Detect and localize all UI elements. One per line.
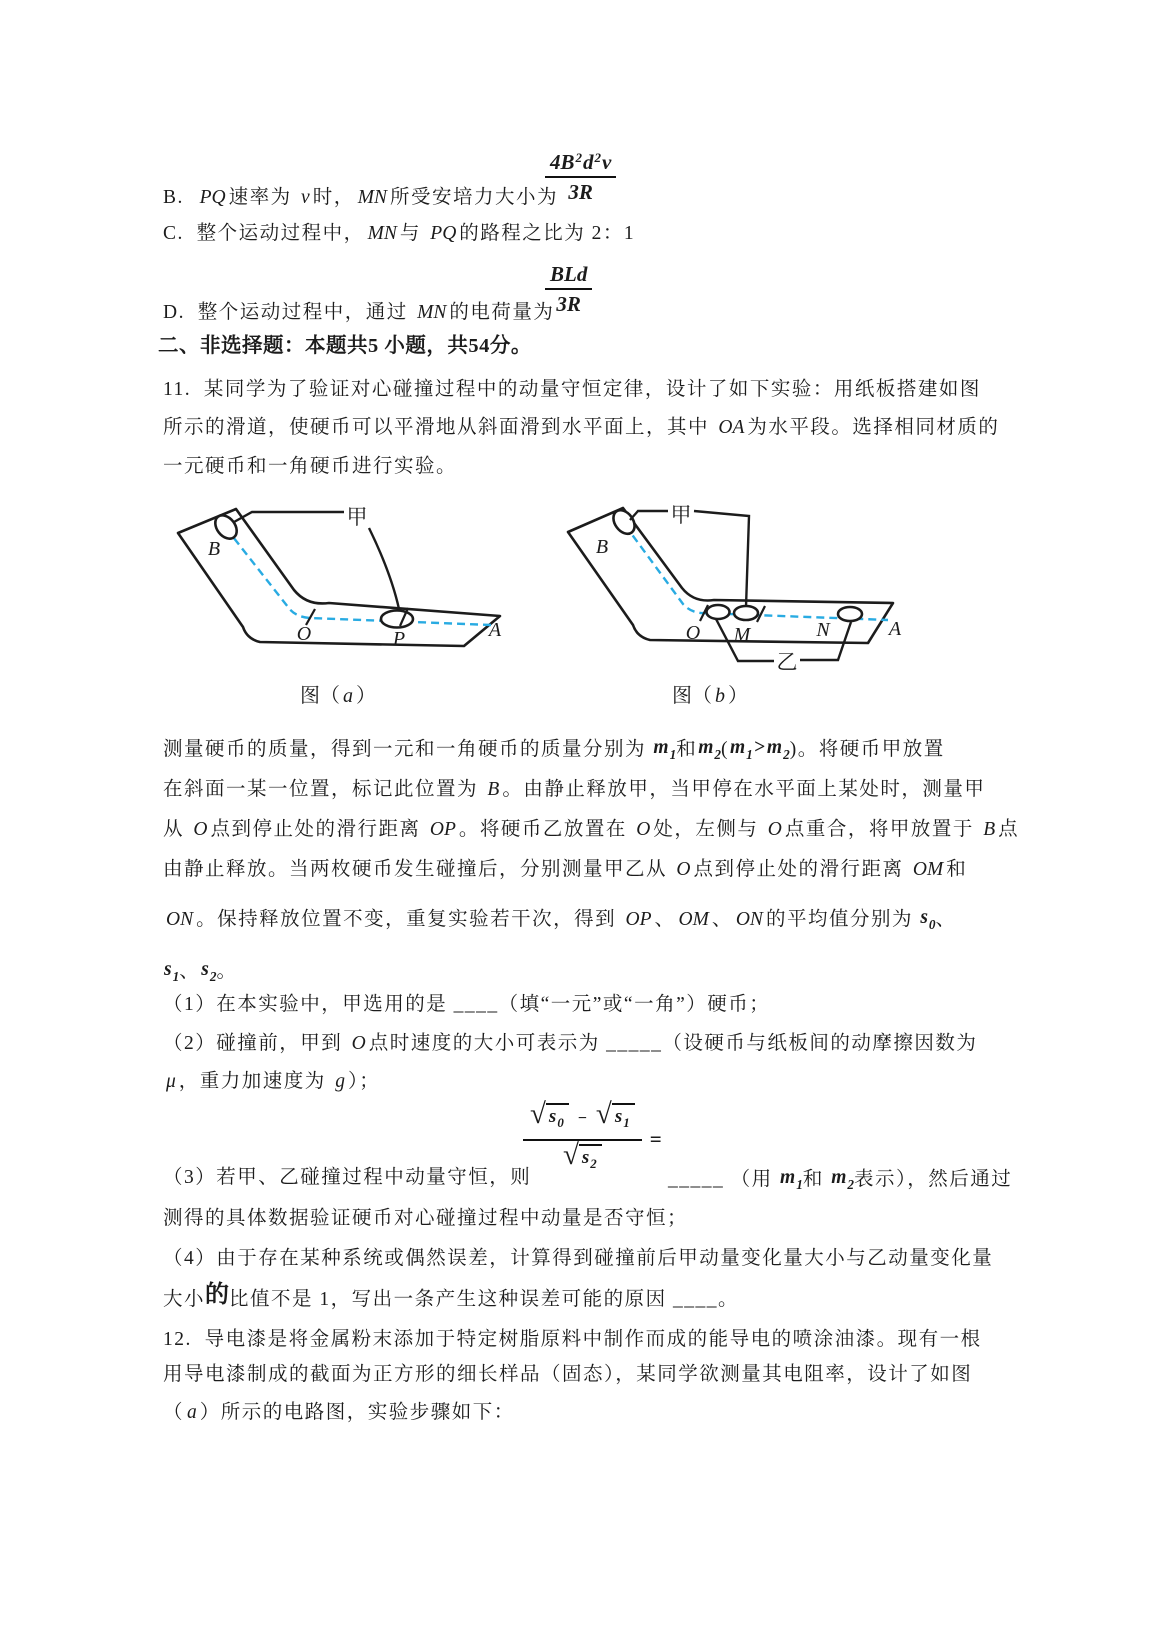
- fig-b-point-O-label: O: [685, 622, 701, 644]
- sqrt-s0: √ $s_0$: [530, 1103, 569, 1135]
- formula-fraction: [523, 1098, 642, 1176]
- paragraph-line-1: 测量硬币的质量，得到一元和一角硬币的质量分别为 $m_1$和$m_2(m_1> m_2)$。将硬币甲放置: [163, 737, 945, 762]
- radical-sign: √: [595, 1098, 612, 1130]
- figure-b-slide-diagram: [538, 478, 923, 693]
- fig-a-point-A-label: A: [488, 619, 502, 641]
- subquestion-2-line: （2）碰撞前，甲到 O 点时速度的大小可表示为 _____（设硬币与纸板间的动摩擦因数为: [163, 1033, 978, 1054]
- question-11-line-2: 所示的滑道，使硬币可以平滑地从斜面滑到水平面上，其中 OA 为水平段。选择相同材质的: [163, 417, 1000, 438]
- fig-b-point-N-label: N: [816, 619, 830, 641]
- fraction-numerator: $4B^2d^2v$: [545, 146, 616, 178]
- subquestion-1-line: （1）在本实验中，甲选用的是 ____（填“一元”或“一角”）硬币；: [163, 994, 771, 1015]
- paragraph-line-5: ON 。保持释放位置不变，重复实验若干次，得到 OP 、 OM 、 ON 的平均值分别为 $s_0$、: [166, 907, 957, 932]
- equals-sign: =: [649, 1126, 662, 1151]
- paragraph-line-3: 从 O 点到停止处的滑行距离 OP 。将硬币乙放置在 O 处，左侧与 O 点重合，将甲放置于 B 点: [163, 819, 1020, 840]
- question-11-line-1: 11. 某同学为了验证对心碰撞过程中的动量守恒定律，设计了如下实验：用纸板搭建如图: [163, 379, 981, 400]
- fig-a-point-B-label: B: [207, 538, 221, 560]
- sqrt-s1: √ $s_1$: [596, 1103, 635, 1135]
- paragraph-line-4: 由静止释放。当两枚硬币发生碰撞后，分别测量甲乙从 O 点到停止处的滑行距离 OM 和: [163, 859, 968, 880]
- subquestion-4-line-1: （4）由于存在某种系统或偶然误差，计算得到碰撞前后甲动量变化量大小与乙动量变化量: [163, 1248, 994, 1269]
- paragraph-line-2: 在斜面一某一位置，标记此位置为 B 。由静止释放甲，当甲停在水平面上某处时，测量甲: [163, 779, 986, 800]
- fig-b-point-B-label: B: [595, 536, 609, 558]
- option-c-line: C. 整个运动过程中， MN 与 PQ 的路程之比为 2：1: [163, 223, 636, 244]
- fig-b-coin-jia-label: 甲: [670, 503, 692, 527]
- coin-yi-at-O: [707, 605, 730, 619]
- fraction-denominator: 3R: [556, 292, 581, 316]
- option-d-line: D. 整个运动过程中，通过 MN 的电荷量为: [163, 302, 555, 323]
- leader-jia-to-P: [369, 528, 399, 609]
- formula-numerator: [523, 1098, 642, 1141]
- fig-a-coin-jia-label: 甲: [346, 505, 368, 529]
- option-b-line: B. PQ 速率为 v 时， MN 所受安培力大小为: [163, 187, 558, 208]
- figure-a-caption: 图（ a ）: [300, 685, 376, 707]
- fig-b-point-A-label: A: [888, 618, 902, 640]
- figure-b-caption: 图（ b ）: [672, 685, 748, 707]
- coin-yi-at-N: [838, 607, 862, 621]
- minus-sign: −: [577, 1109, 587, 1127]
- fig-a-point-P-label: P: [392, 628, 406, 650]
- fig-b-point-M-label: M: [733, 624, 751, 646]
- leader-jia-to-M: [694, 511, 749, 607]
- leader-jia-to-B: [234, 512, 344, 522]
- trajectory-dashed-line: [226, 528, 491, 625]
- formula-denominator: [562, 1138, 602, 1176]
- coin-jia-at-M: [734, 606, 758, 620]
- question-12-line-2: 用导电漆制成的截面为正方形的细长样品（固态），某同学欲测量其电阻率，设计了如图: [163, 1364, 973, 1385]
- fraction-numerator: BLd: [545, 262, 592, 290]
- radical-sign: √: [562, 1138, 579, 1171]
- fig-b-coin-yi-label: 乙: [776, 650, 798, 674]
- subquestion-2-line-2: μ ，重力加速度为 g ）；: [166, 1071, 381, 1092]
- paragraph-line-6: $s_1$、$s_2$。: [164, 959, 238, 984]
- figure-a-slide-diagram: [148, 478, 518, 678]
- subquestion-4-line-2: 大小的比值不是 1，写出一条产生这种误差可能的原因 ____。: [163, 1282, 740, 1310]
- question-12-line-1: 12. 导电漆是将金属粉末添加于特定树脂原料中制作而成的能导电的喷涂油漆。现有一根: [163, 1329, 982, 1350]
- fraction-denominator: 3R: [568, 179, 593, 204]
- momentum-ratio-formula: [523, 1098, 662, 1176]
- question-11-line-3: 一元硬币和一角硬币进行实验。: [163, 456, 458, 477]
- sqrt-s2: √ $s_2$: [563, 1144, 602, 1176]
- coin-at-P: [381, 611, 413, 628]
- section-header: 二、非选择题：本题共5 小题，共54分。: [158, 335, 532, 357]
- leader-jia-to-B: [630, 511, 668, 520]
- subquestion-3-line-left: （3）若甲、乙碰撞过程中动量守恒，则: [163, 1167, 532, 1188]
- radical-sign: √: [530, 1098, 546, 1130]
- question-12-line-3: （ a ）所示的电路图，实验步骤如下：: [163, 1402, 515, 1423]
- subquestion-3-line-right: _____ （用 $m_1$和 $m_2$表示），然后通过: [668, 1167, 1013, 1192]
- fig-a-point-O-label: O: [296, 623, 312, 645]
- subquestion-3-line-2: 测得的具体数据验证硬币对心碰撞过程中动量是否守恒；: [163, 1208, 689, 1229]
